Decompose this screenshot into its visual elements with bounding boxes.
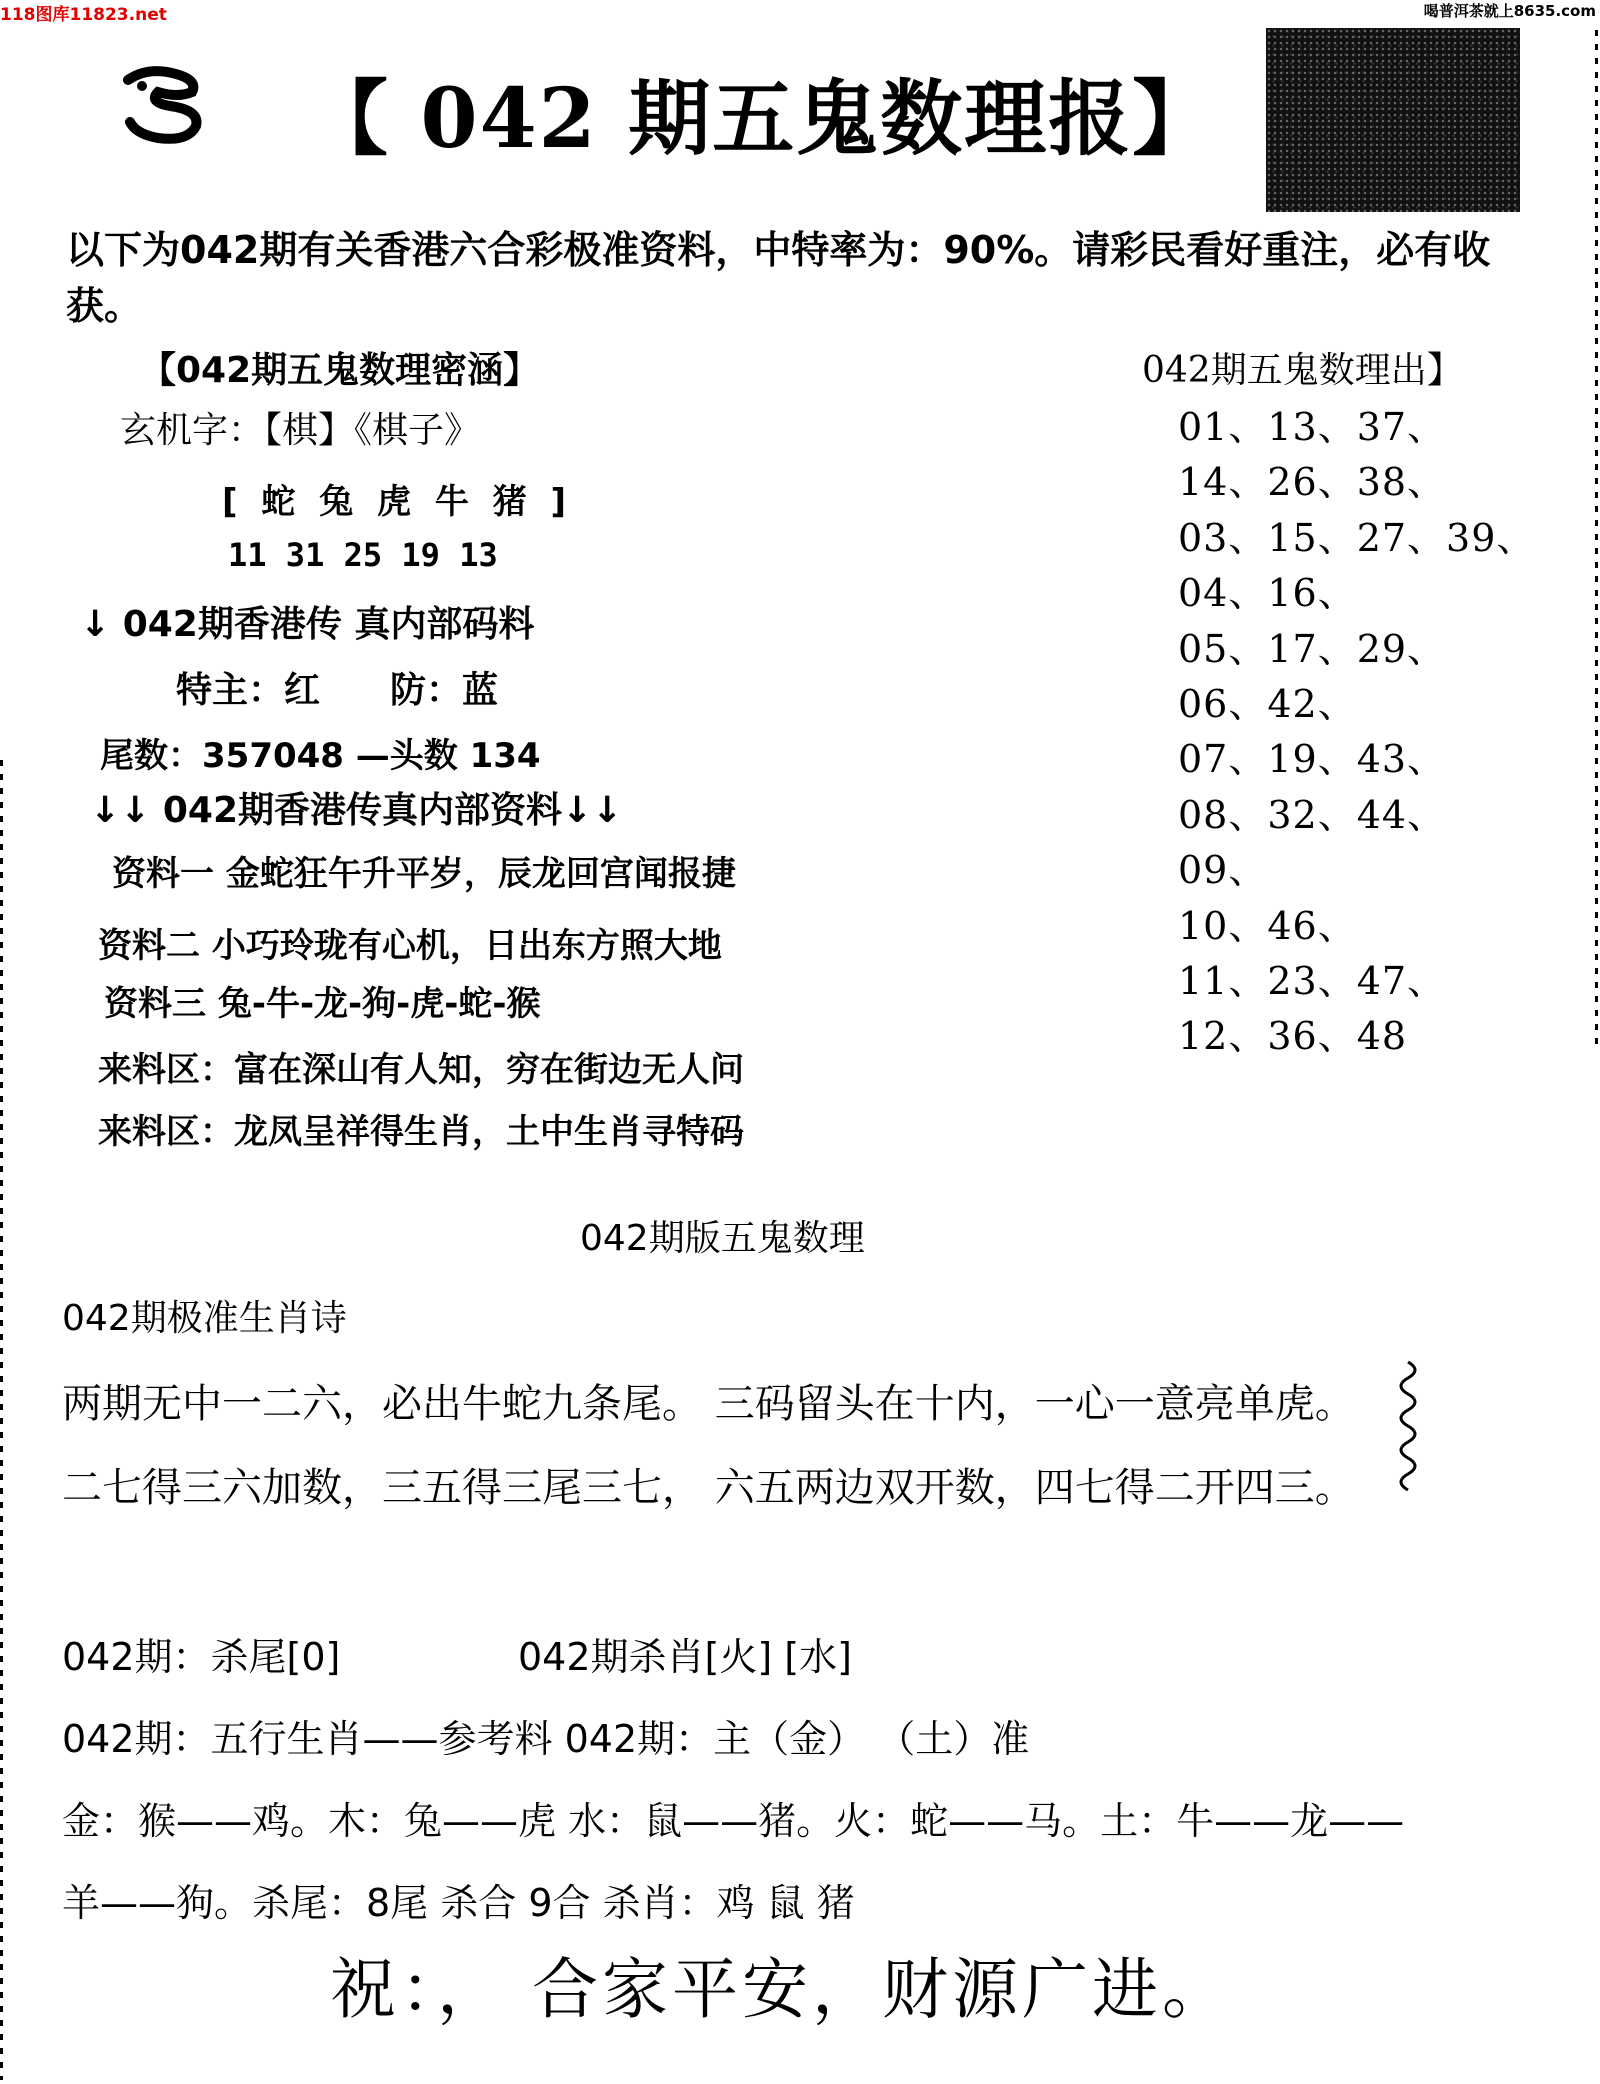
hk-inside-heading-2: ↓↓ 042期香港传真内部资料↓↓ (90, 790, 623, 831)
blessing-text: 祝：， 合家平安，财源广进。 (330, 1951, 1232, 2028)
intro-text: 以下为042期有关香港六合彩极准资料，中特率为：90%。请彩民看好重注，必有收获。 (66, 228, 1491, 328)
laiyao-1: 来料区：富在深山有人知，穷在街边无人问 (98, 1050, 744, 1090)
watermark-left: 118图库11823.net (0, 5, 167, 25)
number-row: 04、16、 (1178, 571, 1357, 616)
ziliao-3: 资料三 兔-牛-龙-狗-虎-蛇-猴 (104, 984, 541, 1024)
tezhu-text: 特主：红 (176, 670, 321, 711)
xuanji-text: 玄机字：【棋】《棋子》 (120, 410, 481, 451)
fang-text: 防：蓝 (390, 670, 499, 711)
kill-zodiac: 042期杀肖[火] [水] (518, 1635, 852, 1679)
watermark-right: 喝普洱茶就上8635.com (1423, 2, 1596, 20)
number-row: 09、 (1178, 848, 1268, 893)
logo-icon (118, 62, 210, 144)
section-title: 042期版五鬼数理 (580, 1218, 865, 1259)
animals-text: [ 蛇 兔 虎 牛 猪 ] (222, 482, 573, 522)
number-row: 11、23、47、 (1178, 958, 1447, 1003)
wuxing-line-2: 羊——狗。杀尾：8尾 杀合 9合 杀肖：鸡 鼠 猪 (62, 1881, 855, 1925)
page-title: 【 042 期五鬼数理报】 (306, 71, 1217, 167)
number-row: 10、46、 (1178, 903, 1357, 948)
number-row: 03、15、27、39、 (1178, 515, 1536, 560)
number-row: 12、36、48 (1178, 1014, 1408, 1059)
right-heading: 042期五鬼数理出】 (1142, 350, 1463, 391)
wuxing-line-1: 金：猴——鸡。木：兔——虎 水：鼠——猪。火：蛇——马。土：牛——龙—— (62, 1799, 1405, 1843)
left-heading: 【042期五鬼数理密涵】 (140, 350, 540, 391)
laiyao-2: 来料区：龙凤呈祥得生肖，土中生肖寻特码 (98, 1112, 744, 1152)
kill-tail: 042期：杀尾[0] (62, 1635, 341, 1679)
squiggle-decoration (1392, 1360, 1424, 1500)
number-row: 06、42、 (1178, 681, 1357, 726)
poem-line-2: 二七得三六加数，三五得三尾三七， 六五两边双开数，四七得二开四三。 (62, 1465, 1355, 1511)
ziliao-1: 资料一 金蛇狂午升平岁，辰龙回宫闻报捷 (112, 854, 736, 894)
number-list (1178, 400, 1535, 1065)
qr-code (1266, 28, 1520, 212)
number-row: 01、13、37、 (1178, 405, 1447, 449)
number-row: 08、32、44、 (1178, 792, 1447, 837)
weishu-text: 尾数：357048 —头数 134 (100, 736, 541, 776)
poem-heading: 042期极准生肖诗 (62, 1298, 347, 1339)
left-edge-artifact (0, 760, 3, 2080)
poem-line-1: 两期无中一二六，必出牛蛇九条尾。 三码留头在十内，一心一意亮单虎。 (62, 1381, 1355, 1427)
wuxing-ref: 042期：五行生肖——参考料 042期：主（金） （土）准 (62, 1717, 1030, 1761)
number-row: 07、19、43、 (1178, 737, 1447, 782)
ziliao-2: 资料二 小巧玲珑有心机，日出东方照大地 (98, 926, 722, 966)
number-row: 05、17、29、 (1178, 626, 1447, 671)
number-row: 14、26、38、 (1178, 460, 1447, 505)
hk-inside-heading: ↓ 042期香港传 真内部码料 (80, 604, 535, 645)
right-edge-artifact (1595, 30, 1598, 1050)
numbers-text: 11 31 25 19 13 (228, 536, 498, 574)
